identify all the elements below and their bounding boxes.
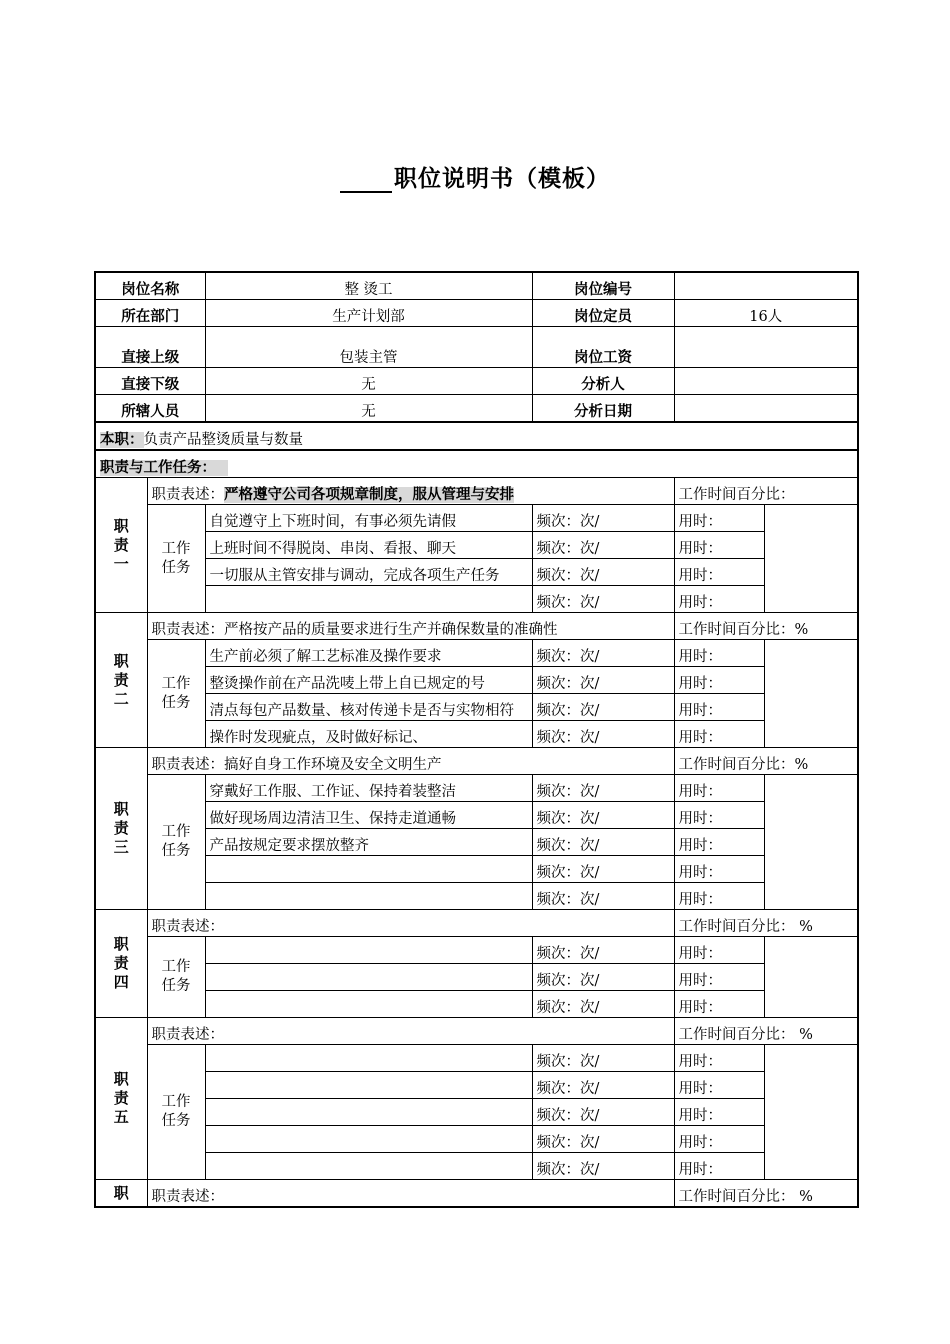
duty-time-percent: 工作时间百分比： %: [674, 1018, 858, 1045]
duty-time-percent: 工作时间百分比： %: [674, 910, 858, 937]
info-value: 生产计划部: [205, 300, 532, 327]
main-duty-row: [95, 422, 858, 450]
duty-name-char: 责: [113, 819, 129, 837]
task-time: 用时：: [674, 1153, 764, 1180]
task-frequency: 频次：次/: [532, 802, 674, 829]
task-row: [95, 937, 858, 964]
task-label-line-1: 工作: [161, 540, 191, 557]
task-frequency: 频次：次/: [532, 1072, 674, 1099]
duty-name-char: 责: [113, 535, 129, 554]
task-frequency: 频次：次/: [532, 505, 674, 532]
task-label-line-2: 任务: [161, 559, 191, 576]
duty-name-char: 职: [113, 516, 129, 535]
duty-time-percent: 工作时间百分比：%: [674, 748, 858, 775]
task-text: [205, 1072, 532, 1099]
duty-time-percent: 工作时间百分比：: [674, 478, 858, 505]
duty-name-char: 五: [113, 1108, 129, 1126]
duty-description: [147, 613, 674, 640]
task-row: [95, 883, 858, 910]
duty-desc-row: [95, 910, 858, 937]
task-frequency: 频次：次/: [532, 775, 674, 802]
info-value-2: [674, 368, 858, 395]
task-frequency: 频次：次/: [532, 1126, 674, 1153]
duty-description: [147, 1018, 674, 1045]
page-title: 职位说明书（模板）: [0, 160, 950, 193]
task-time: 用时：: [674, 937, 764, 964]
task-row: [95, 775, 858, 802]
duty-description: [147, 1180, 674, 1208]
duty-name-char: 职: [113, 800, 129, 818]
info-row: [95, 395, 858, 423]
duty-name-char: 职: [113, 1070, 129, 1088]
task-row: [95, 802, 858, 829]
duty-desc-text: 严格按产品的质量要求进行生产并确保数量的准确性: [224, 622, 558, 638]
task-label: [147, 505, 205, 613]
duty-desc-prefix: 职责表述：: [151, 487, 224, 503]
info-label: 直接上级: [95, 327, 205, 368]
task-text: 自觉遵守上下班时间，有事必须先请假: [205, 505, 532, 532]
task-label-line-1: 工作: [161, 675, 191, 692]
info-row: [95, 300, 858, 327]
duty-desc-text: 搞好自身工作环境及安全文明生产: [224, 757, 442, 773]
task-row: [95, 1099, 858, 1126]
task-frequency: 频次：次/: [532, 964, 674, 991]
task-frequency: 频次：次/: [532, 856, 674, 883]
duty-desc-row: [95, 1180, 858, 1208]
info-label-2: 岗位编号: [532, 272, 674, 300]
task-time: 用时：: [674, 1045, 764, 1072]
duty-name-char: 二: [113, 689, 129, 708]
info-row: [95, 368, 858, 395]
info-value-2: 16人: [674, 300, 858, 327]
task-text: [205, 586, 532, 613]
duty-name: [95, 478, 147, 613]
job-description-table: [94, 271, 859, 1208]
main-duty-label: 本职：: [100, 432, 144, 448]
task-label-line-2: 任务: [161, 1113, 191, 1129]
info-value: 无: [205, 368, 532, 395]
info-label: 所辖人员: [95, 395, 205, 423]
task-time: 用时：: [674, 505, 764, 532]
info-value: 包装主管: [205, 327, 532, 368]
task-frequency: 频次：次/: [532, 883, 674, 910]
duty-name-char: 职: [113, 935, 129, 953]
duty-name-char: 责: [113, 954, 129, 972]
task-time: 用时：: [674, 640, 764, 667]
task-frequency: 频次：次/: [532, 532, 674, 559]
duty-desc-prefix: 职责表述：: [151, 1189, 224, 1205]
task-frequency: 频次：次/: [532, 586, 674, 613]
task-time: 用时：: [674, 775, 764, 802]
task-text: 上班时间不得脱岗、串岗、看报、聊天: [205, 532, 532, 559]
task-row: [95, 1072, 858, 1099]
duty-desc-prefix: 职责表述：: [151, 757, 224, 773]
task-text: [205, 1126, 532, 1153]
task-row: [95, 694, 858, 721]
main-duty-text: 负责产品整烫质量与数量: [143, 432, 303, 448]
info-row: [95, 327, 858, 368]
duty-name-char: 四: [113, 973, 129, 991]
task-frequency: 频次：次/: [532, 721, 674, 748]
task-time: 用时：: [674, 1099, 764, 1126]
duty-desc-text: 严格遵守公司各项规章制度，服从管理与安排: [224, 487, 514, 503]
duty-name-char: 三: [113, 838, 129, 856]
task-row: [95, 640, 858, 667]
task-text: 穿戴好工作服、工作证、保持着装整洁: [205, 775, 532, 802]
task-text: 产品按规定要求摆放整齐: [205, 829, 532, 856]
task-text: 一切服从主管安排与调动，完成各项生产任务: [205, 559, 532, 586]
task-label: [147, 937, 205, 1018]
duty-desc-prefix: 职责表述：: [151, 622, 224, 638]
task-frequency: 频次：次/: [532, 829, 674, 856]
task-frequency: 频次：次/: [532, 559, 674, 586]
duty-description: [147, 478, 674, 505]
task-text: [205, 964, 532, 991]
info-value-2: [674, 395, 858, 423]
task-time: 用时：: [674, 694, 764, 721]
task-frequency: 频次：次/: [532, 1099, 674, 1126]
task-time: 用时：: [674, 559, 764, 586]
task-text: [205, 1099, 532, 1126]
task-text: 生产前必须了解工艺标准及操作要求: [205, 640, 532, 667]
task-text: 操作时发现疵点，及时做好标记、: [205, 721, 532, 748]
task-row: [95, 829, 858, 856]
task-label: [147, 1045, 205, 1180]
task-label-line-1: 工作: [161, 824, 191, 840]
task-frequency: 频次：次/: [532, 640, 674, 667]
task-row: [95, 532, 858, 559]
task-row: [95, 1126, 858, 1153]
duties-header: 职责与工作任务：: [100, 460, 228, 476]
task-time: 用时：: [674, 883, 764, 910]
task-time: 用时：: [674, 586, 764, 613]
duties-header-row: [95, 450, 858, 478]
duty-name-char: 职: [113, 1183, 129, 1202]
info-label-2: 分析日期: [532, 395, 674, 423]
duty-name: [95, 1018, 147, 1180]
task-time: 用时：: [674, 856, 764, 883]
duty-desc-row: [95, 1018, 858, 1045]
info-label: 所在部门: [95, 300, 205, 327]
info-label: 直接下级: [95, 368, 205, 395]
task-label-line-2: 任务: [161, 843, 191, 859]
task-time: 用时：: [674, 991, 764, 1018]
task-row: [95, 721, 858, 748]
info-value-2: [674, 327, 858, 368]
task-time: 用时：: [674, 1126, 764, 1153]
task-row: [95, 667, 858, 694]
task-label: [147, 640, 205, 748]
task-row: [95, 1153, 858, 1180]
info-label-2: 岗位定员: [532, 300, 674, 327]
task-frequency: 频次：次/: [532, 937, 674, 964]
task-frequency: 频次：次/: [532, 1153, 674, 1180]
duty-name: [95, 1180, 147, 1208]
duty-name: [95, 613, 147, 748]
task-text: [205, 883, 532, 910]
task-frequency: 频次：次/: [532, 1045, 674, 1072]
task-text: [205, 856, 532, 883]
title-blank-line: [340, 169, 392, 193]
task-text: [205, 937, 532, 964]
duty-time-percent: 工作时间百分比： %: [674, 1180, 858, 1208]
info-label: 岗位名称: [95, 272, 205, 300]
task-text: [205, 1153, 532, 1180]
info-value: 无: [205, 395, 532, 423]
task-frequency: 频次：次/: [532, 694, 674, 721]
task-text: [205, 1045, 532, 1072]
duty-name: [95, 910, 147, 1018]
task-time: 用时：: [674, 532, 764, 559]
task-row: [95, 586, 858, 613]
task-time: 用时：: [674, 721, 764, 748]
task-time: 用时：: [674, 1072, 764, 1099]
task-row: [95, 505, 858, 532]
task-label-line-1: 工作: [161, 1094, 191, 1110]
task-text: [205, 991, 532, 1018]
duty-name: [95, 748, 147, 910]
task-frequency: 频次：次/: [532, 667, 674, 694]
duty-desc-prefix: 职责表述：: [151, 919, 224, 935]
duties-header-cell: [95, 450, 858, 478]
duty-name-char: 一: [113, 554, 129, 573]
duty-desc-prefix: 职责表述：: [151, 1027, 224, 1043]
task-row: [95, 856, 858, 883]
info-label-2: 岗位工资: [532, 327, 674, 368]
duty-time-percent: 工作时间百分比：%: [674, 613, 858, 640]
info-value: 整 烫工: [205, 272, 532, 300]
task-text: 整烫操作前在产品洗唛上带上自已规定的号: [205, 667, 532, 694]
task-row: [95, 964, 858, 991]
task-row: [95, 559, 858, 586]
task-label-line-2: 任务: [161, 694, 191, 711]
task-row: [95, 1045, 858, 1072]
info-value-2: [674, 272, 858, 300]
task-label-line-2: 任务: [161, 978, 191, 994]
duty-description: [147, 748, 674, 775]
task-label-line-1: 工作: [161, 959, 191, 975]
duty-description: [147, 910, 674, 937]
task-time: 用时：: [674, 964, 764, 991]
main-duty-cell: [95, 422, 858, 450]
task-text: 清点每包产品数量、核对传递卡是否与实物相符: [205, 694, 532, 721]
duty-name-char: 责: [113, 1089, 129, 1107]
duty-name-char: 职: [113, 651, 129, 670]
task-time: 用时：: [674, 667, 764, 694]
info-row: [95, 272, 858, 300]
duty-desc-row: [95, 748, 858, 775]
duty-desc-row: [95, 613, 858, 640]
task-text: 做好现场周边清洁卫生、保持走道通畅: [205, 802, 532, 829]
info-label-2: 分析人: [532, 368, 674, 395]
duty-desc-row: [95, 478, 858, 505]
task-frequency: 频次：次/: [532, 991, 674, 1018]
task-row: [95, 991, 858, 1018]
duty-name-char: 责: [113, 670, 129, 689]
task-time: 用时：: [674, 802, 764, 829]
task-label: [147, 775, 205, 910]
task-time: 用时：: [674, 829, 764, 856]
